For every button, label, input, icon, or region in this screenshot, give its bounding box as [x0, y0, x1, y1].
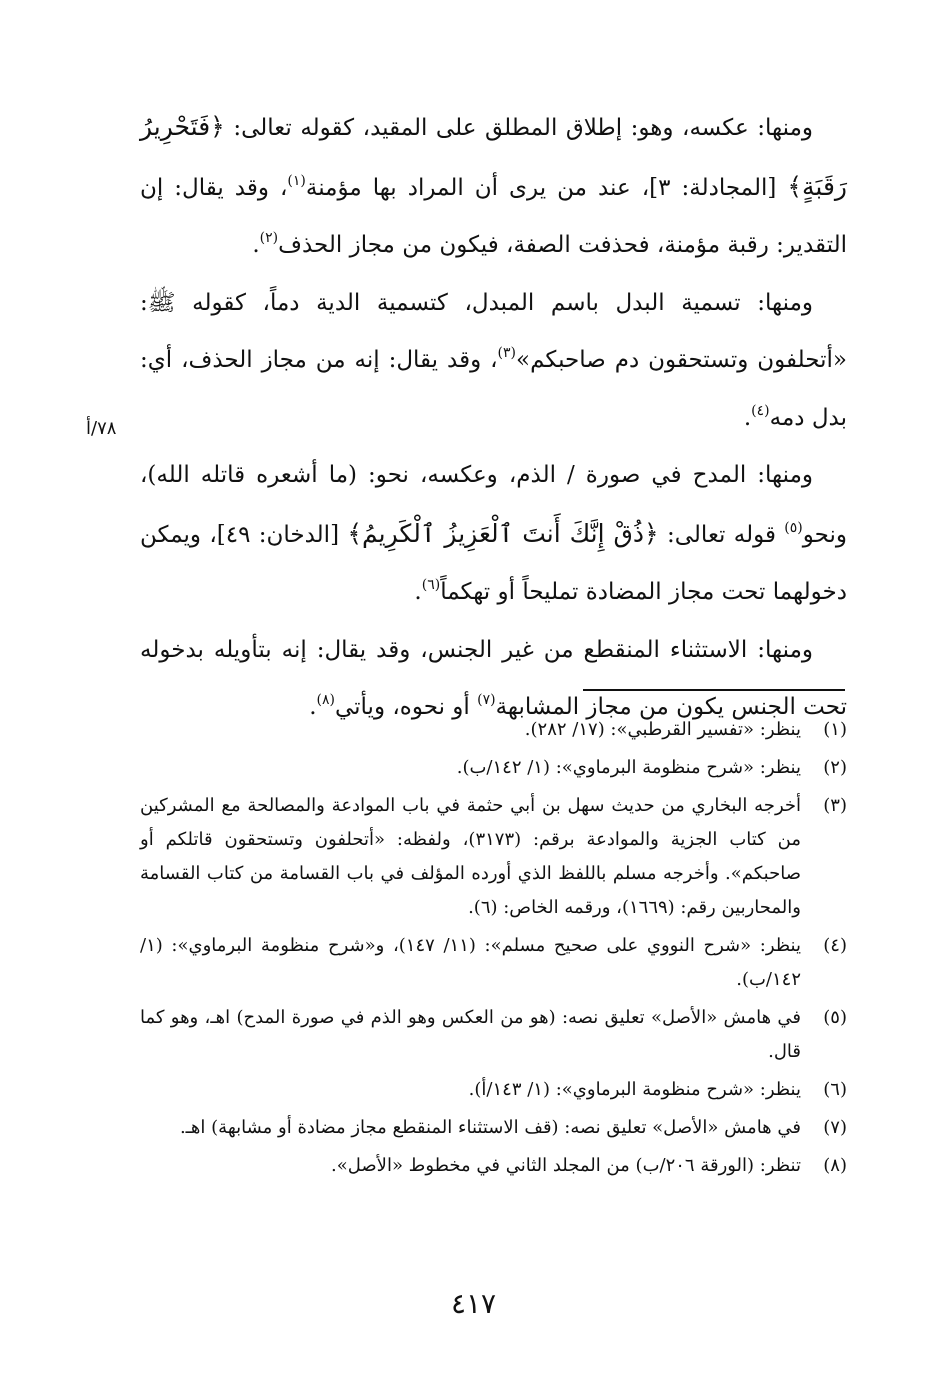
- footnote-number: (٥): [823, 1007, 847, 1028]
- footnote-3: [140, 789, 847, 925]
- footnote-text: في هامش «الأصل» تعليق نصه: (هو من العكس وهو الذم في صورة المدح) اهـ، وهو كما قال.: [140, 1007, 801, 1062]
- quran-verse: ﴿فَتَحْرِيرُ رَقَبَةٍ﴾: [140, 112, 847, 201]
- footnote-number: (٢): [823, 757, 847, 778]
- footnote-ref-8[interactable]: (٨): [316, 692, 335, 708]
- footnote-ref-6[interactable]: (٦): [421, 577, 441, 593]
- footnote-number: (٤): [823, 935, 847, 956]
- footnote-text: ينظر: «شرح منظومة البرماوي»: (١/ ١٤٢/ب).: [456, 757, 801, 778]
- page-number: ٤١٧: [450, 1287, 497, 1320]
- main-text: [140, 98, 847, 737]
- footnote-number: (٧): [823, 1117, 847, 1138]
- footnote-5: [140, 1001, 847, 1069]
- text-run: ومنها: تسمية البدل باسم المبدل، كتسمية الدية دماً، كقوله ﷺ: «أتحلفون وتستحقون دم صاحبكم»: [140, 289, 847, 373]
- text-run: ومنها: عكسه، وهو: إطلاق المطلق على المقيد، كقوله تعالى:: [224, 115, 813, 141]
- text-run: .: [252, 232, 260, 258]
- footnote-ref-7[interactable]: (٧): [477, 692, 496, 708]
- quran-verse: ﴿ذُقْ إِنَّكَ أَنتَ ٱلْعَزِيزُ ٱلْكَرِيمُ﴾: [347, 518, 659, 548]
- text-run: ، وقد يقال: إن التقدير: رقبة مؤمنة، فحذفت الصفة، فيكون من مجاز الحذف: [140, 174, 847, 258]
- footnote-number: (١): [823, 719, 847, 740]
- footnote-8: [140, 1149, 847, 1183]
- footnote-number: (٨): [823, 1155, 847, 1176]
- footnote-text: ينظر: «تفسير القرطبي»: (١٧/ ٢٨٢).: [524, 719, 801, 740]
- text-run: قوله تعالى:: [658, 521, 785, 548]
- text-run: ومنها: الاستثناء المنقطع من غير الجنس، وقد يقال: إنه بتأويله بدخوله تحت الجنس يكون من مجاز المشابهة: [140, 636, 847, 720]
- footnote-7: [140, 1111, 847, 1145]
- footnote-text: تنظر: (الورقة ٢٠٦/ب) من المجلد الثاني في مخطوط «الأصل».: [331, 1155, 801, 1176]
- footnote-ref-3[interactable]: (٣): [497, 345, 516, 361]
- text-run: [المجادلة: ٣]، عند من يرى أن المراد بها مؤمنة: [305, 174, 788, 201]
- text-run: .: [414, 579, 422, 605]
- footnote-divider: [583, 689, 845, 691]
- paragraph-2: [140, 275, 847, 448]
- footnote-1: [140, 713, 847, 747]
- footnote-number: (٦): [823, 1079, 847, 1100]
- manuscript-folio-marker: ٧٨/أ: [86, 418, 117, 439]
- footnote-4: [140, 929, 847, 997]
- text-run: أو نحوه، ويأتي: [334, 694, 478, 720]
- paragraph-1: [140, 98, 847, 275]
- footnote-text: في هامش «الأصل» تعليق نصه: (قف الاستثناء المنقطع مجاز مضادة أو مشابهة) اهـ.: [179, 1117, 801, 1138]
- text-run: [الدخان: ٤٩]، ويمكن دخولهما تحت مجاز المضادة تمليحاً أو تهكماً: [140, 521, 847, 605]
- text-run: .: [309, 694, 317, 720]
- footnote-number: (٣): [823, 795, 847, 816]
- text-run: ، وقد يقال: إنه من مجاز الحذف، أي: بدل دمه: [140, 347, 847, 431]
- footnote-ref-5[interactable]: (٥): [784, 519, 803, 536]
- text-run: .: [743, 404, 752, 431]
- footnote-6: [140, 1073, 847, 1107]
- footnote-ref-2[interactable]: (٢): [259, 230, 279, 246]
- text-run: ومنها: المدح في صورة / الذم، وعكسه، نحو: (ما أشعره قاتله الله)، ونحو: [140, 462, 847, 548]
- footnote-ref-4[interactable]: (٤): [751, 402, 770, 419]
- footnote-text: ينظر: «شرح النووي على صحيح مسلم»: (١١/ ١٤٧)، و«شرح منظومة البرماوي»: (١/ ١٤٢/ب).: [140, 935, 801, 990]
- footnotes: [140, 713, 847, 1187]
- paragraph-3: [140, 447, 847, 622]
- footnote-text: أخرجه البخاري من حديث سهل بن أبي حثمة في باب الموادعة والمصالحة مع المشركين من كتاب الجزية والموادعة برقم: (٣١٧٣)، ولفظه: «أتحلفون وتستحقون قاتلكم أو صاحبكم». وأخرجه مسلم باللفظ الذي أورده المؤلف في باب القسامة من كتاب القسامة والمحاربين رقم: (١٦٦٩)، ورقمه الخاص: (٦).: [140, 795, 801, 918]
- footnote-ref-1[interactable]: (١): [287, 172, 306, 189]
- footnote-text: ينظر: «شرح منظومة البرماوي»: (١/ ١٤٣/أ).: [468, 1079, 801, 1100]
- footnote-2: [140, 751, 847, 785]
